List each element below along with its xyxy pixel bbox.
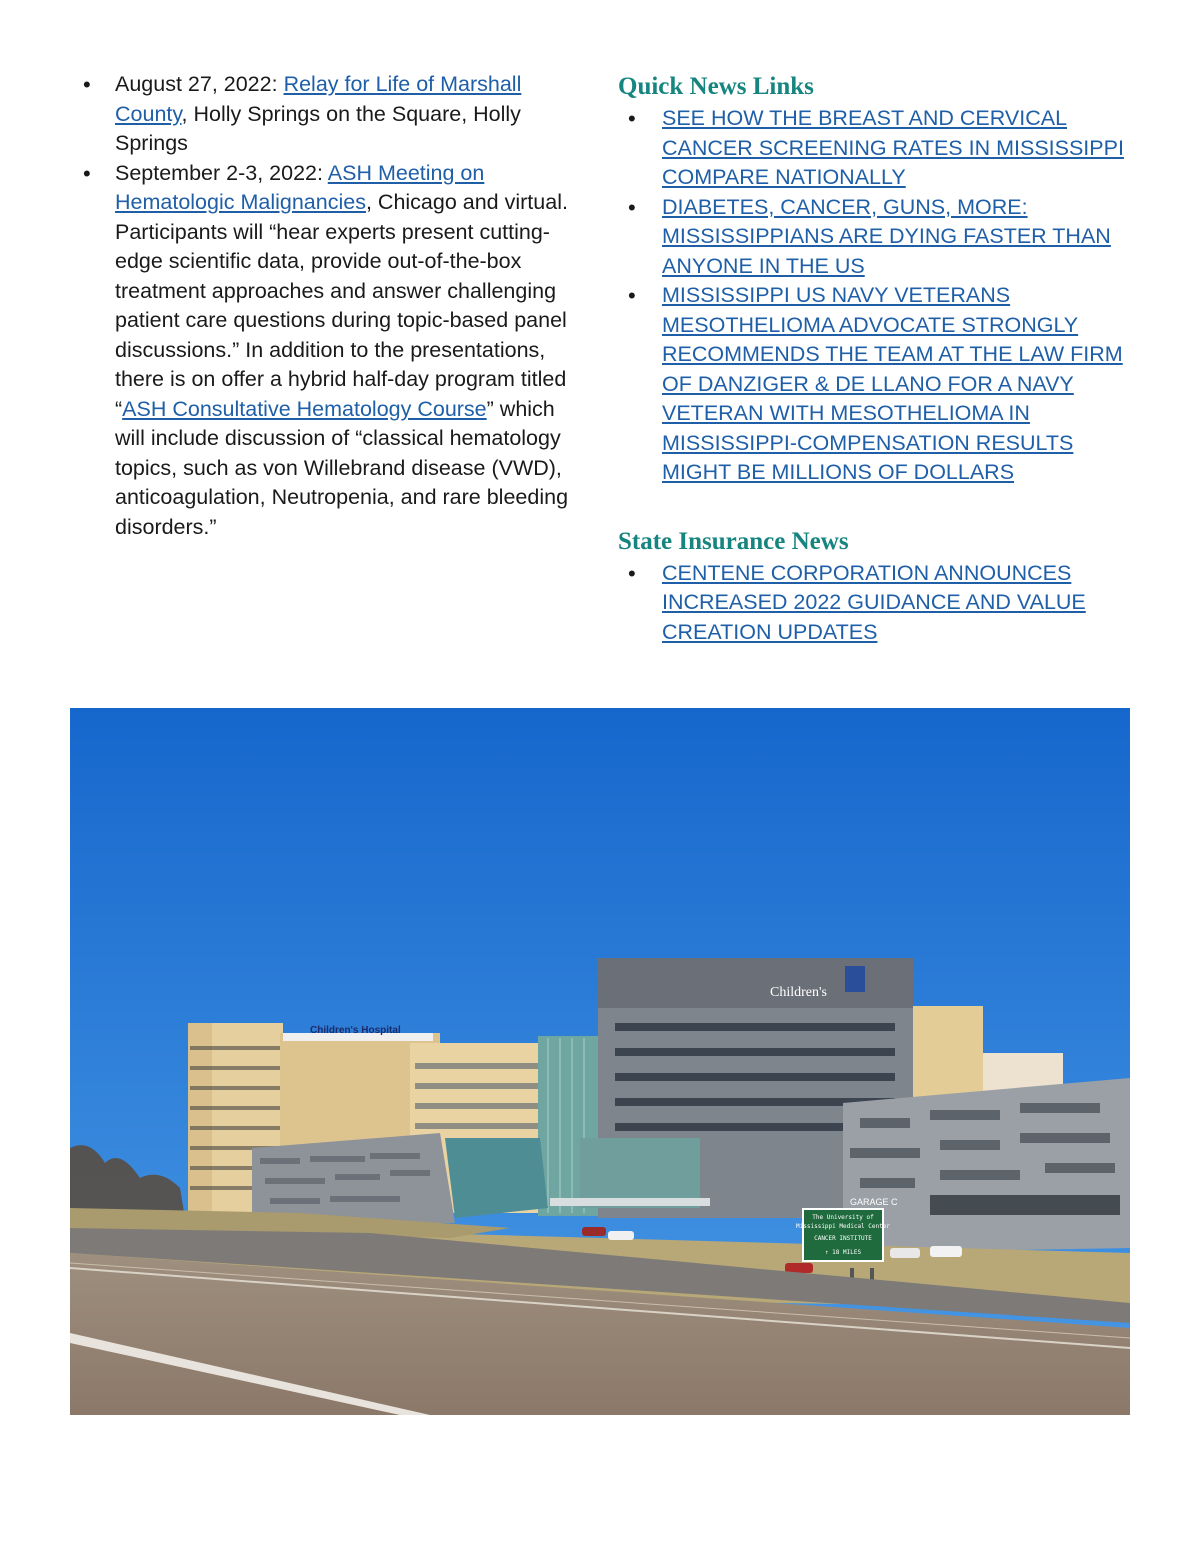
- news-item: [618, 104, 1128, 193]
- sign-line-1: The University of: [812, 1214, 874, 1221]
- sign-line-3: CANCER INSTITUTE: [814, 1235, 872, 1242]
- event-details-continued: ” which will include discussion of “classical hematology topics, such as von Willebrand disease (VWD), anticoagulation, Neutropenia, and rare bleeding disorders.”: [115, 396, 569, 539]
- news-link[interactable]: SEE HOW THE BREAST AND CERVICAL CANCER SCREENING RATES IN MISSISSIPPI COMPARE NATIONALLY: [662, 106, 1124, 189]
- course-link[interactable]: ASH Consultative Hematology Course: [122, 396, 487, 421]
- event-details: , Holly Springs on the Square, Holly Springs: [115, 101, 521, 155]
- events-list: [80, 70, 570, 542]
- state-insurance-heading: State Insurance News: [618, 527, 849, 555]
- news-link[interactable]: CENTENE CORPORATION ANNOUNCES INCREASED 2022 GUIDANCE AND VALUE CREATION UPDATES: [662, 560, 1086, 644]
- quick-news-list: [618, 104, 1128, 488]
- news-item: [618, 281, 1128, 488]
- quick-news-heading: Quick News Links: [618, 73, 814, 100]
- hospital-illustration: [70, 708, 1130, 1415]
- event-details: , Chicago and virtual. Participants will “hear experts present cutting-edge scientific data, provide out-of-the-box treatment approaches and answer challenging patient care questions during topic-based panel discussions.” In addition to the presentations, there is on offer a hybrid half-day program titled “: [115, 190, 568, 421]
- news-item: [618, 559, 1128, 648]
- event-date: September 2-3, 2022:: [115, 160, 323, 185]
- building-logo-text: Children's: [770, 985, 827, 1000]
- news-link[interactable]: MISSISSIPPI US NAVY VETERANS MESOTHELIOMA ADVOCATE STRONGLY RECOMMENDS THE TEAM AT THE LAW FIRM OF DANZIGER & DE LLANO FOR A NAVY VETERAN WITH MESOTHELIOMA IN MISSISSIPPI-COMPENSATION RESULTS MIGHT BE MILLIONS OF DOLLARS: [662, 283, 1123, 484]
- events-column: [80, 70, 570, 542]
- hospital-photo: [70, 708, 1130, 1415]
- news-column: [618, 70, 1128, 647]
- event-link[interactable]: Relay for Life of Marshall County: [115, 72, 522, 126]
- sign-line-4: ↑ 18 MILES: [824, 1249, 862, 1256]
- state-insurance-list: [618, 559, 1128, 648]
- event-item: [80, 70, 570, 159]
- news-link[interactable]: DIABETES, CANCER, GUNS, MORE: MISSISSIPPIANS ARE DYING FASTER THAN ANYONE IN THE US: [662, 194, 1111, 278]
- section-spacer: [618, 488, 1128, 525]
- event-item: [80, 159, 570, 543]
- event-date: August 27, 2022:: [115, 72, 278, 96]
- childrens-hospital-sign: Children's Hospital: [310, 1025, 401, 1036]
- sign-line-2: Mississippi Medical Center: [796, 1223, 890, 1230]
- event-link[interactable]: ASH Meeting on Hematologic Malignancies: [115, 160, 485, 214]
- news-item: [618, 193, 1128, 282]
- garage-label: GARAGE C: [850, 1197, 898, 1207]
